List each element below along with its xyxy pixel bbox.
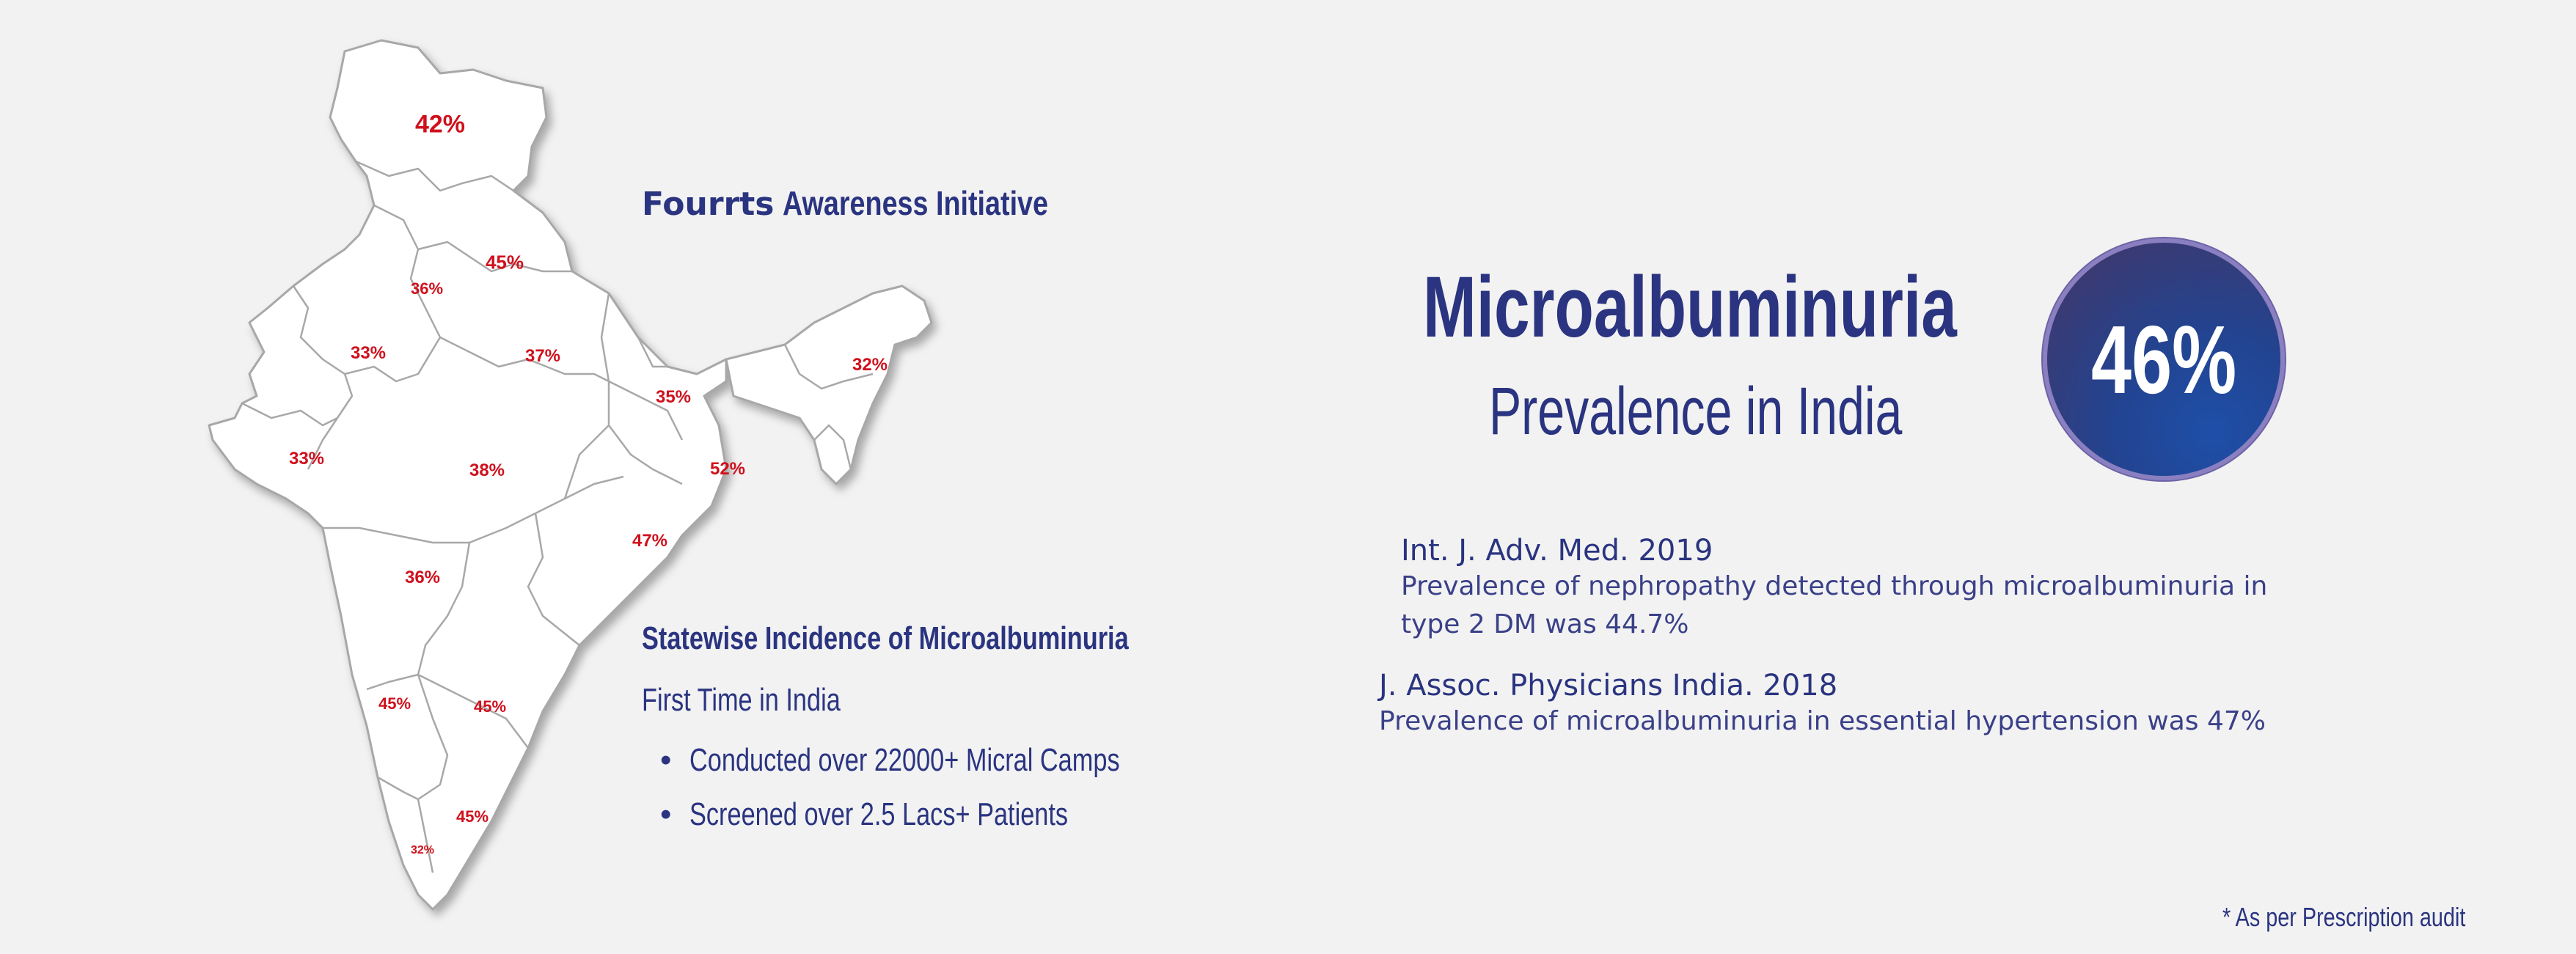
statewise-caption-text: Statewise Incidence of Microalbuminuria	[642, 620, 1129, 656]
badge-value-text: 46%	[2090, 305, 2237, 414]
bullet-item	[660, 789, 1241, 843]
state-label-andhra-pradesh: 45%	[473, 697, 507, 716]
state-label-maharashtra: 36%	[404, 568, 441, 587]
first-time-text: First Time in India	[642, 682, 841, 718]
state-label-west-bengal: 52%	[709, 459, 746, 479]
state-label-gujarat: 33%	[288, 449, 325, 469]
brand-name: Fourrts	[642, 186, 775, 223]
badge-value	[2043, 238, 2285, 480]
bullet-item	[660, 735, 1241, 789]
reference-title: J. Assoc. Physicians India. 2018	[1379, 669, 1838, 702]
prevalence-badge	[2043, 238, 2285, 480]
footnote-text: * As per Prescription audit	[2222, 902, 2466, 932]
brand-heading	[642, 183, 1107, 223]
state-label-madhya-pradesh: 38%	[469, 461, 505, 480]
reference-body: Prevalence of nephropathy detected through microalbuminuria in type 2 DM was 44.7%	[1401, 571, 2268, 639]
reference-body: Prevalence of microalbuminuria in essential hypertension was 47%	[1379, 706, 2266, 736]
state-label-bihar: 35%	[655, 387, 692, 407]
initiative-bullets	[660, 735, 1241, 843]
bullet-text: Conducted over 22000+ Micral Camps	[689, 742, 1120, 778]
headline-main-text: Microalbuminuria	[1423, 259, 1957, 356]
headline-sub-text: Prevalence in India	[1489, 374, 1903, 449]
brand-tagline: Awareness Initiative	[783, 184, 1049, 222]
reference-title: Int. J. Adv. Med. 2019	[1401, 534, 1713, 568]
bullet-icon: •	[660, 742, 672, 778]
mainland-shape	[209, 40, 726, 909]
state-label-jammu-kashmir: 42%	[414, 110, 466, 139]
state-label-odisha: 47%	[632, 531, 668, 551]
state-label-north-east: 32%	[852, 355, 888, 375]
state-label-rajasthan: 33%	[350, 343, 387, 363]
state-label-uttar-pradesh: 37%	[524, 346, 561, 366]
state-label-uttarakhand: 45%	[485, 251, 524, 274]
northeast-shape	[726, 286, 932, 484]
state-label-haryana: 36%	[410, 279, 444, 298]
headline-main	[1423, 259, 2144, 356]
state-label-karnataka: 45%	[378, 694, 411, 713]
state-label-kerala: 32%	[410, 844, 435, 856]
footnote	[2222, 902, 2526, 933]
state-label-tamil-nadu: 45%	[455, 807, 489, 826]
reference-1	[1401, 534, 2318, 644]
bullet-icon: •	[660, 796, 672, 832]
bullet-text: Screened over 2.5 Lacs+ Patients	[689, 796, 1069, 832]
reference-2	[1379, 669, 2354, 741]
first-time-label	[642, 682, 896, 719]
statewise-caption	[642, 620, 1266, 657]
headline-sub	[1489, 374, 2063, 449]
